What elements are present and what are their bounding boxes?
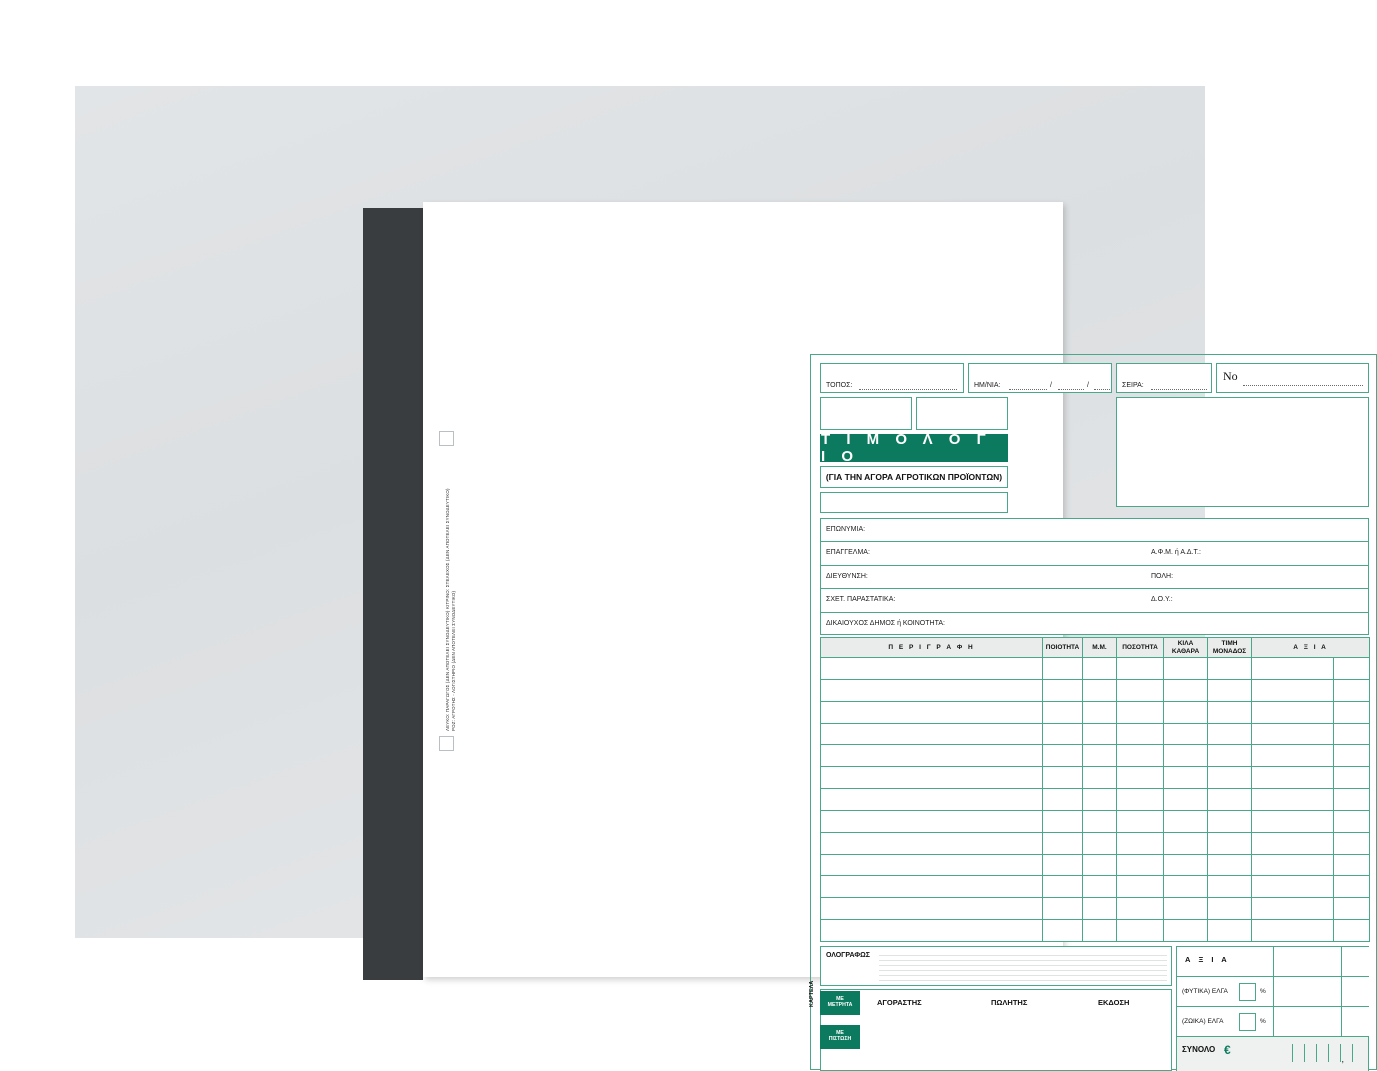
cell-unit[interactable] <box>1083 723 1117 745</box>
notepad-spine <box>363 208 423 980</box>
field-topos[interactable] <box>820 363 964 393</box>
cell-value-decimals[interactable] <box>1334 767 1370 789</box>
side-legal-strip <box>441 431 459 741</box>
cell-net-kilos[interactable] <box>1164 898 1208 920</box>
cell-quality[interactable] <box>1043 810 1083 832</box>
party-row[interactable] <box>821 519 1368 542</box>
cell-value-decimals[interactable] <box>1334 745 1370 767</box>
party-label-right: ΠΟΛΗ: <box>1151 572 1174 580</box>
party-label-left: ΣΧΕΤ. ΠΑΡΑΣΤΑΤΙΚΑ: <box>826 596 896 604</box>
cell-description[interactable] <box>821 898 1043 920</box>
items-body <box>821 658 1370 942</box>
date-day-line[interactable] <box>1009 389 1047 390</box>
cell-value[interactable] <box>1252 832 1334 854</box>
cell-unit[interactable] <box>1083 920 1117 942</box>
cell-value[interactable] <box>1252 679 1334 701</box>
cell-value[interactable] <box>1252 789 1334 811</box>
amount-in-words-lines[interactable] <box>879 951 1167 983</box>
side-legal-line-1: ΡΟΖ: ΑΓΡΟΤΗΣ - ΛΟΓΙΣΤΗΡΙΟ (ΔΕΝ ΑΠΟΤΕΛΕΙ ΣΥΝΟΔΕΥΤΙΚΟ) <box>451 590 456 731</box>
cell-quality[interactable] <box>1043 876 1083 898</box>
cell-quantity[interactable] <box>1117 789 1164 811</box>
cell-quantity[interactable] <box>1117 658 1164 680</box>
elga-plant-percent-symbol: % <box>1260 988 1266 995</box>
cell-value[interactable] <box>1252 876 1334 898</box>
totals-label-elga-plant: (ΦΥΤΙΚΑ) ΕΛΓΑ <box>1182 988 1228 995</box>
totals-label-value: Α Ξ Ι Α <box>1185 955 1230 964</box>
card-vertical-label: ΚΑΡΤΕΛΑ <box>809 980 815 1007</box>
table-row[interactable] <box>821 898 1370 920</box>
line-items-table <box>820 637 1369 942</box>
cell-value-decimals[interactable] <box>1334 854 1370 876</box>
topos-input-line[interactable] <box>859 389 957 390</box>
signature-label-buyer: ΑΓΟΡΑΣΤΗΣ <box>877 998 922 1007</box>
product-photo-background <box>75 86 1344 1064</box>
cell-value-decimals[interactable] <box>1334 701 1370 723</box>
cell-quality[interactable] <box>1043 679 1083 701</box>
amount-in-words-label: ΟΛΟΓΡΑΦΩΣ <box>826 952 870 959</box>
euro-icon: € <box>1224 1043 1231 1057</box>
totals-row-elga-animal[interactable] <box>1177 1007 1368 1037</box>
payment-tag-credit-line2: ΠΙΣΤΩΣΗ <box>828 1036 852 1042</box>
date-year-line[interactable] <box>1094 389 1110 390</box>
column-header-net-kilos <box>1164 638 1208 658</box>
digit-box[interactable] <box>1352 1044 1364 1062</box>
cell-quantity[interactable] <box>1117 832 1164 854</box>
invoice-form <box>810 354 1377 1070</box>
elga-animal-percent-input[interactable] <box>1239 1013 1256 1031</box>
date-separator-2: / <box>1087 382 1089 389</box>
cell-unit-price[interactable] <box>1208 745 1252 767</box>
column-header-quality: ΠΟΙΟΤΗΤΑ <box>1043 638 1083 658</box>
cell-quality[interactable] <box>1043 767 1083 789</box>
table-row[interactable] <box>821 876 1370 898</box>
digit-box[interactable] <box>1280 1044 1292 1062</box>
cell-net-kilos[interactable] <box>1164 745 1208 767</box>
cell-quantity[interactable] <box>1117 854 1164 876</box>
cell-quantity[interactable] <box>1117 701 1164 723</box>
party-label-left: ΔΙΚΑΙΟΥΧΟΣ ΔΗΜΟΣ ή ΚΟΙΝΟΤΗΤΑ: <box>826 619 945 627</box>
cell-value[interactable] <box>1252 854 1334 876</box>
decimal-comma: , <box>1341 1054 1344 1064</box>
cell-unit-price[interactable] <box>1208 789 1252 811</box>
items-header-row <box>821 638 1370 658</box>
column-header-value: Α Ξ Ι Α <box>1252 638 1370 658</box>
cell-description[interactable] <box>821 723 1043 745</box>
table-row[interactable] <box>821 723 1370 745</box>
cell-net-kilos[interactable] <box>1164 723 1208 745</box>
cell-value[interactable] <box>1252 701 1334 723</box>
digit-box[interactable] <box>1316 1044 1328 1062</box>
cell-value-decimals[interactable] <box>1334 723 1370 745</box>
table-row[interactable] <box>821 810 1370 832</box>
table-row[interactable] <box>821 745 1370 767</box>
column-header-description: Π Ε Ρ Ι Γ Ρ Α Φ Η <box>821 638 1043 658</box>
cell-value-decimals[interactable] <box>1334 832 1370 854</box>
table-row[interactable] <box>821 589 1368 612</box>
cell-quality[interactable] <box>1043 723 1083 745</box>
cell-unit[interactable] <box>1083 745 1117 767</box>
table-row[interactable] <box>821 832 1370 854</box>
amount-in-words-box[interactable] <box>820 946 1172 986</box>
cell-net-kilos[interactable] <box>1164 810 1208 832</box>
cell-unit-price[interactable] <box>1208 920 1252 942</box>
cell-unit-price[interactable] <box>1208 898 1252 920</box>
cell-net-kilos[interactable] <box>1164 658 1208 680</box>
cell-unit-price[interactable] <box>1208 679 1252 701</box>
cell-value-decimals[interactable] <box>1334 658 1370 680</box>
cell-unit-price[interactable] <box>1208 701 1252 723</box>
cell-net-kilos[interactable] <box>1164 701 1208 723</box>
field-date[interactable] <box>968 363 1112 393</box>
invoice-paper <box>423 202 1344 1064</box>
cell-description[interactable] <box>821 745 1043 767</box>
table-row[interactable] <box>821 767 1370 789</box>
grand-total-digit-boxes[interactable] <box>1280 1044 1364 1062</box>
cell-value-decimals[interactable] <box>1334 810 1370 832</box>
cell-net-kilos[interactable] <box>1164 789 1208 811</box>
cell-unit-price[interactable] <box>1208 810 1252 832</box>
cell-value[interactable] <box>1252 898 1334 920</box>
cell-quantity[interactable] <box>1117 898 1164 920</box>
field-blank-left-2[interactable] <box>916 397 1008 430</box>
cell-quantity[interactable] <box>1117 876 1164 898</box>
cell-quality[interactable] <box>1043 789 1083 811</box>
cell-unit-price[interactable] <box>1208 658 1252 680</box>
field-blank-under-subtitle[interactable] <box>820 492 1008 513</box>
cell-unit-price[interactable] <box>1208 723 1252 745</box>
cell-unit[interactable] <box>1083 658 1117 680</box>
cell-value[interactable] <box>1252 658 1334 680</box>
totals-row-elga-plant[interactable] <box>1177 977 1368 1007</box>
payment-tag-credit[interactable] <box>820 1025 860 1049</box>
cell-quality[interactable] <box>1043 745 1083 767</box>
payment-tag-cash[interactable] <box>820 991 860 1015</box>
cell-description[interactable] <box>821 767 1043 789</box>
cell-value-decimals[interactable] <box>1334 789 1370 811</box>
signatures-box[interactable] <box>820 989 1172 1071</box>
cell-net-kilos[interactable] <box>1164 920 1208 942</box>
net-kilos-line-1: ΚΙΛΑ <box>1177 640 1194 648</box>
field-number[interactable] <box>1216 363 1369 393</box>
party-label-left: ΔΙΕΥΘΥΝΣΗ: <box>826 572 868 580</box>
elga-animal-amount[interactable] <box>1273 1007 1341 1036</box>
table-row[interactable] <box>821 566 1368 589</box>
cell-value-decimals[interactable] <box>1334 898 1370 920</box>
date-separator-1: / <box>1050 382 1052 389</box>
cell-unit[interactable] <box>1083 854 1117 876</box>
cell-description[interactable] <box>821 920 1043 942</box>
cell-quality[interactable] <box>1043 854 1083 876</box>
totals-row-value[interactable] <box>1177 947 1368 977</box>
signature-label-issuer: ΕΚΔΟΣΗ <box>1098 998 1130 1007</box>
cell-value[interactable] <box>1252 920 1334 942</box>
cell-unit[interactable] <box>1083 701 1117 723</box>
cell-quality[interactable] <box>1043 832 1083 854</box>
seira-input-line[interactable] <box>1151 389 1207 390</box>
column-header-quantity: ΠΟΣΟΤΗΤΑ <box>1117 638 1164 658</box>
table-row[interactable] <box>821 542 1368 565</box>
digit-box[interactable] <box>1328 1044 1340 1062</box>
column-header-unit: Μ.Μ. <box>1083 638 1117 658</box>
cell-unit[interactable] <box>1083 832 1117 854</box>
cell-quality[interactable] <box>1043 898 1083 920</box>
unit-price-line-1: ΤΙΜΗ <box>1221 640 1238 648</box>
party-label-right: Δ.Ο.Υ.: <box>1151 596 1173 604</box>
elga-plant-amount[interactable] <box>1273 977 1341 1006</box>
cell-quantity[interactable] <box>1117 810 1164 832</box>
party-label-right: Α.Φ.Μ. ή Α.Δ.Τ.: <box>1151 549 1201 557</box>
column-header-unit-price <box>1208 638 1252 658</box>
document-title-banner <box>820 431 1008 465</box>
field-seira[interactable] <box>1116 363 1212 393</box>
cell-description[interactable] <box>821 701 1043 723</box>
cell-unit-price[interactable] <box>1208 767 1252 789</box>
totals-label-elga-animal: (ΖΩΙΚΑ) ΕΛΓΑ <box>1182 1018 1224 1025</box>
cell-value-decimals[interactable] <box>1334 679 1370 701</box>
label-number: Νο <box>1223 369 1238 383</box>
party-details-block <box>820 518 1369 635</box>
cell-unit[interactable] <box>1083 767 1117 789</box>
cell-value[interactable] <box>1252 767 1334 789</box>
field-issuer-details[interactable] <box>1116 397 1369 507</box>
cell-description[interactable] <box>821 854 1043 876</box>
cell-unit-price[interactable] <box>1208 832 1252 854</box>
totals-block <box>1176 946 1369 1071</box>
digit-box[interactable] <box>1292 1044 1304 1062</box>
items-grid <box>820 637 1370 942</box>
cell-description[interactable] <box>821 876 1043 898</box>
party-label-left: ΕΠΩΝΥΜΙΑ: <box>826 526 866 533</box>
cell-net-kilos[interactable] <box>1164 679 1208 701</box>
cell-net-kilos[interactable] <box>1164 854 1208 876</box>
cell-quantity[interactable] <box>1117 920 1164 942</box>
cell-net-kilos[interactable] <box>1164 832 1208 854</box>
elga-plant-percent-input[interactable] <box>1239 983 1256 1001</box>
cell-unit[interactable] <box>1083 679 1117 701</box>
cell-description[interactable] <box>821 679 1043 701</box>
cell-unit[interactable] <box>1083 876 1117 898</box>
cell-unit[interactable] <box>1083 810 1117 832</box>
side-marker-bottom <box>439 736 454 751</box>
side-legal-line-2: ΛΕΥΚΟ: ΠΑΡΑΓΩΓΟΣ (ΔΕΝ ΑΠΟΤΕΛΕΙ ΣΥΝΟΔΕΥΤΙΚΟ) ΚΙΤΡΙΝΟ: ΣΤΕΛΕΧΟΣ (ΔΕΝ ΑΠΟΤΕΛΕΙ ΣΥΝΟΔΕΥΤΙΚΟ) <box>445 488 450 731</box>
grand-total-label: ΣΥΝΟΛΟ <box>1182 1045 1216 1054</box>
table-row[interactable] <box>821 679 1370 701</box>
document-subtitle: (ΓΙΑ ΤΗΝ ΑΓΟΡΑ ΑΓΡΟΤΙΚΩΝ ΠΡΟΪΟΝΤΩΝ) <box>825 472 1003 482</box>
elga-plant-decimals[interactable] <box>1341 977 1370 1006</box>
table-row[interactable] <box>821 920 1370 942</box>
cell-net-kilos[interactable] <box>1164 876 1208 898</box>
digit-box[interactable] <box>1304 1044 1316 1062</box>
table-row[interactable] <box>821 789 1370 811</box>
payment-tag-cash-line2: ΜΕΤΡΗΤΑ <box>827 1002 853 1008</box>
cell-quantity[interactable] <box>1117 679 1164 701</box>
cell-value[interactable] <box>1252 723 1334 745</box>
label-seira: ΣΕΙΡΑ: <box>1122 382 1144 389</box>
cell-quality[interactable] <box>1043 920 1083 942</box>
table-row[interactable] <box>821 701 1370 723</box>
date-month-line[interactable] <box>1058 389 1084 390</box>
number-input-line[interactable] <box>1243 385 1363 386</box>
cell-quantity[interactable] <box>1117 745 1164 767</box>
cell-description[interactable] <box>821 832 1043 854</box>
document-title: Τ Ι Μ Ο Λ Ο Γ Ι Ο <box>821 431 992 465</box>
cell-unit-price[interactable] <box>1208 876 1252 898</box>
net-kilos-line-2: ΚΑΘΑΡΑ <box>1171 647 1200 655</box>
payment-tag-credit-line1: ΜΕ <box>836 1030 844 1037</box>
unit-price-line-2: ΜΟΝΑΔΟΣ <box>1212 647 1247 655</box>
cell-unit[interactable] <box>1083 898 1117 920</box>
label-date: ΗΜ/ΝΙΑ: <box>974 382 1001 389</box>
cell-unit[interactable] <box>1083 789 1117 811</box>
cell-description[interactable] <box>821 789 1043 811</box>
cell-value-decimals[interactable] <box>1334 920 1370 942</box>
totals-value-decimals[interactable] <box>1341 947 1370 976</box>
label-topos: ΤΟΠΟΣ: <box>826 382 853 389</box>
side-marker-top <box>439 431 454 446</box>
payment-tag-cash-line1: ΜΕ <box>836 996 844 1003</box>
elga-animal-percent-symbol: % <box>1260 1018 1266 1025</box>
table-row[interactable] <box>821 854 1370 876</box>
party-label-left: ΕΠΑΓΓΕΛΜΑ: <box>826 549 870 557</box>
table-row[interactable] <box>821 658 1370 680</box>
document-subtitle-box <box>820 466 1008 488</box>
signature-label-seller: ΠΩΛΗΤΗΣ <box>991 998 1028 1007</box>
cell-value[interactable] <box>1252 745 1334 767</box>
cell-description[interactable] <box>821 810 1043 832</box>
totals-row-grand[interactable] <box>1177 1037 1368 1071</box>
field-blank-left-1[interactable] <box>820 397 912 430</box>
table-row[interactable] <box>821 613 1368 636</box>
cell-quality[interactable] <box>1043 701 1083 723</box>
cell-value-decimals[interactable] <box>1334 876 1370 898</box>
cell-net-kilos[interactable] <box>1164 767 1208 789</box>
cell-quantity[interactable] <box>1117 767 1164 789</box>
cell-unit-price[interactable] <box>1208 854 1252 876</box>
elga-animal-decimals[interactable] <box>1341 1007 1370 1036</box>
cell-quality[interactable] <box>1043 658 1083 680</box>
totals-value-field[interactable] <box>1273 947 1341 976</box>
cell-value[interactable] <box>1252 810 1334 832</box>
cell-description[interactable] <box>821 658 1043 680</box>
cell-quantity[interactable] <box>1117 723 1164 745</box>
